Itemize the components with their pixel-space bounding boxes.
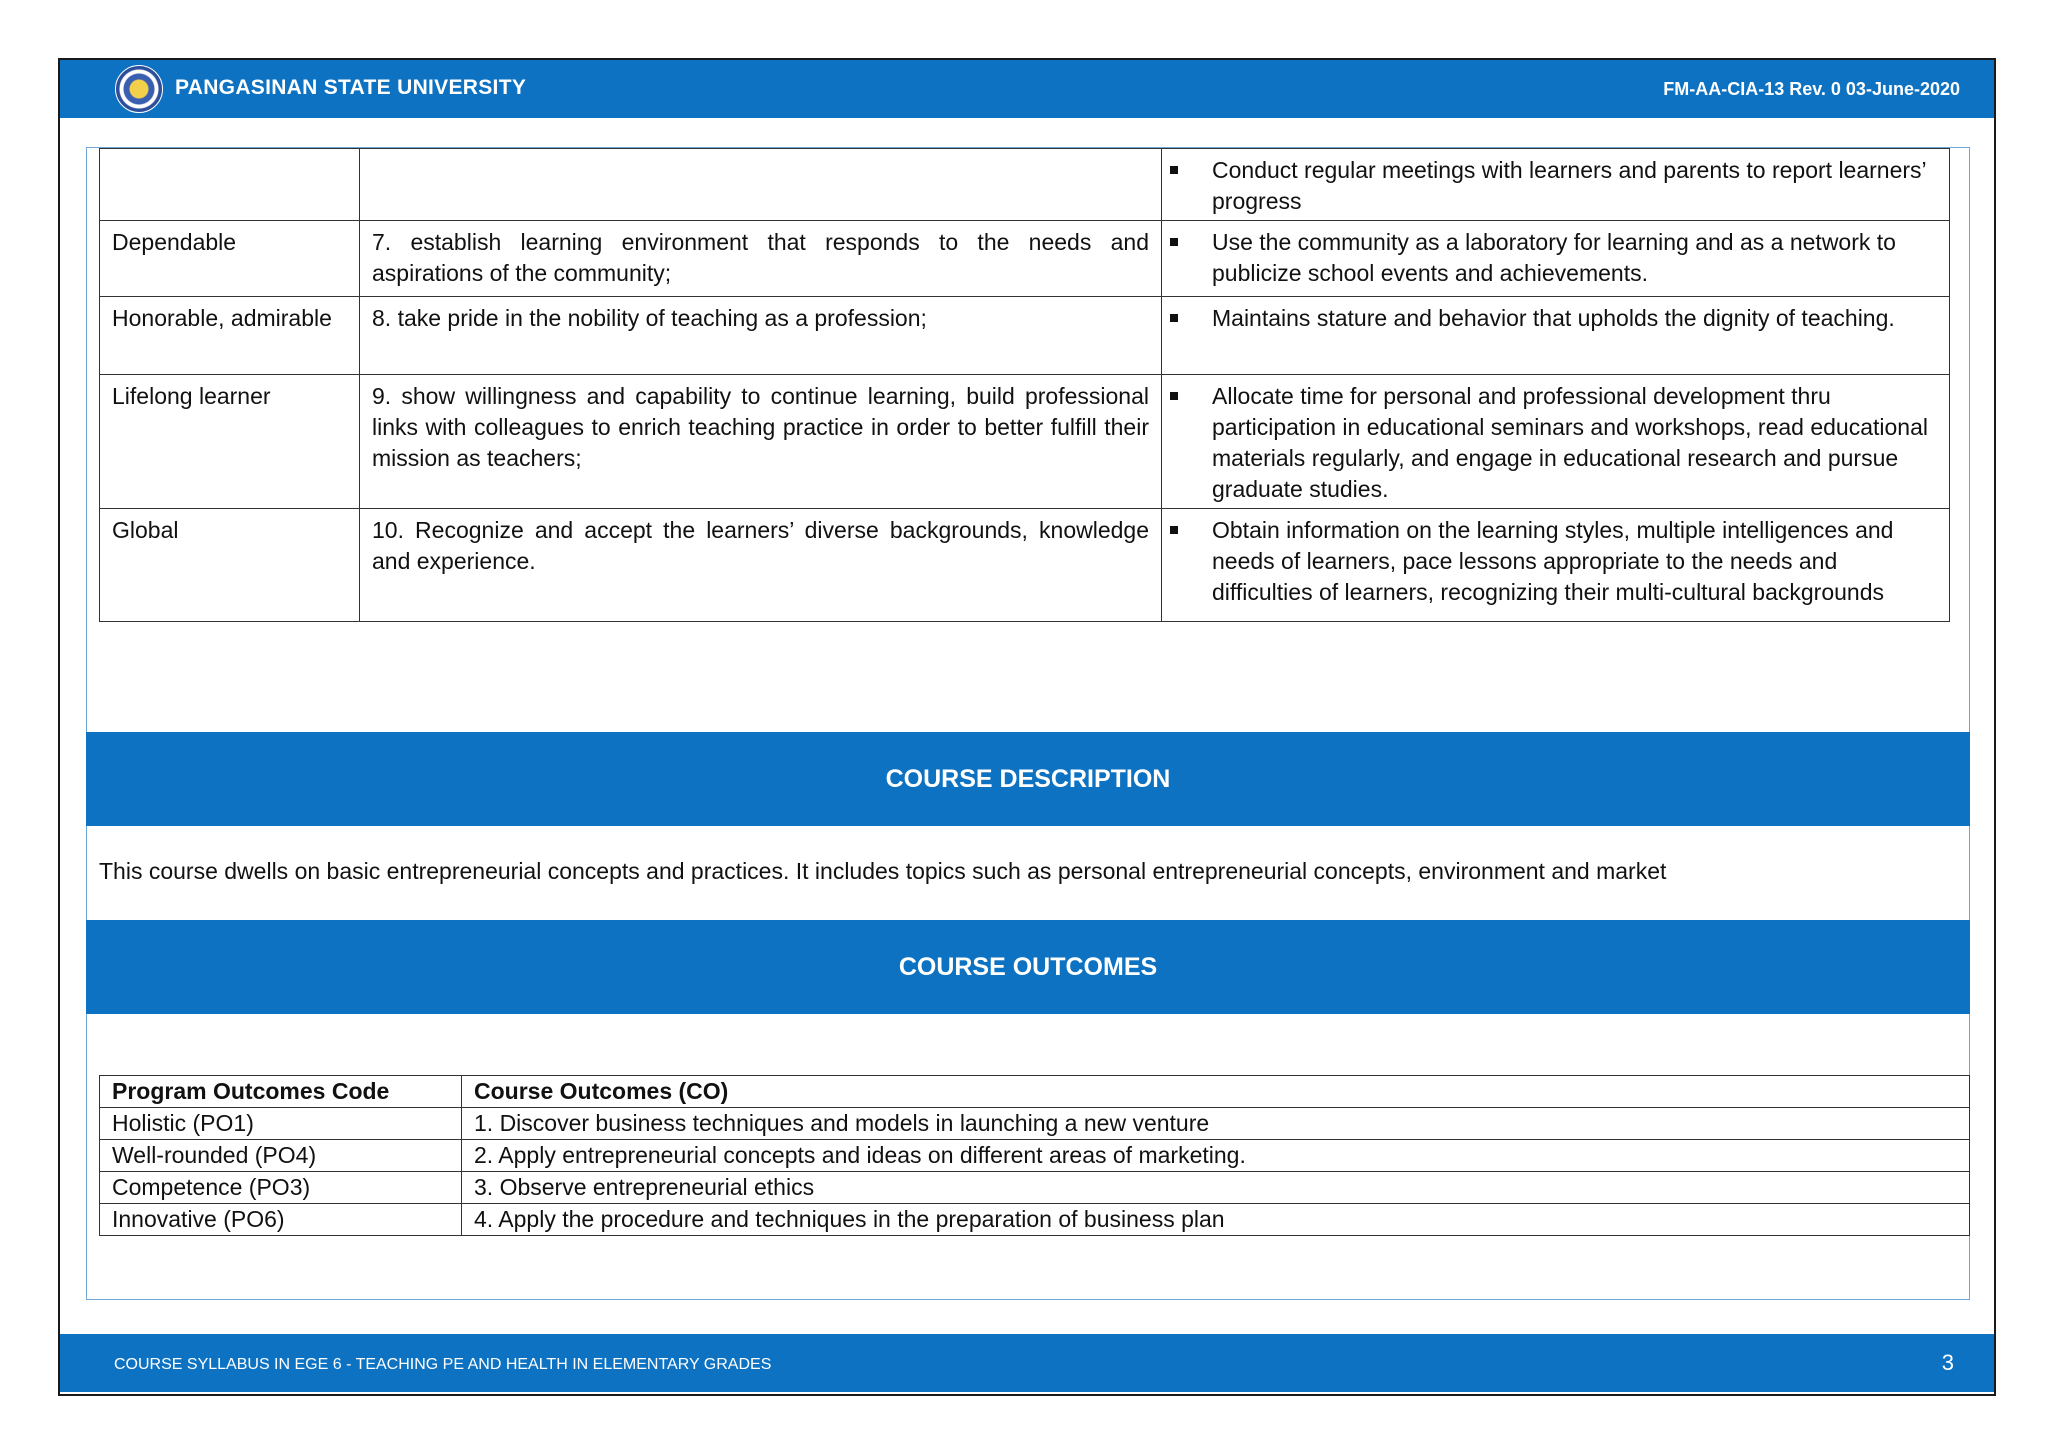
course-outcomes-table [99, 1075, 1970, 1236]
bullet-icon [1170, 314, 1178, 322]
table-row [100, 1108, 1970, 1140]
course-outcomes-heading: COURSE OUTCOMES [86, 920, 1970, 1014]
course-outcome: 1. Discover business techniques and models in launching a new venture [462, 1108, 1970, 1140]
value-cell: Honorable, admirable [100, 297, 360, 375]
bullet-icon [1170, 166, 1178, 174]
practice-text: Use the community as a laboratory for learning and as a network to publicize school events and achievements. [1212, 229, 1896, 286]
footer-bar [60, 1334, 1994, 1392]
university-name: PANGASINAN STATE UNIVERSITY [175, 76, 527, 99]
practice-cell [1162, 221, 1950, 297]
program-outcome-code: Well-rounded (PO4) [100, 1140, 462, 1172]
course-outcome: 2. Apply entrepreneurial concepts and ideas on different areas of marketing. [462, 1140, 1970, 1172]
program-outcome-code: Holistic (PO1) [100, 1108, 462, 1140]
university-seal-icon [115, 65, 163, 113]
table-row [100, 375, 1950, 509]
table-row [100, 1172, 1970, 1204]
outcome-cell: 8. take pride in the nobility of teaching as a profession; [360, 297, 1162, 375]
course-description-heading: COURSE DESCRIPTION [86, 732, 1970, 826]
bullet-icon [1170, 392, 1178, 400]
course-outcome: 4. Apply the procedure and techniques in the preparation of business plan [462, 1204, 1970, 1236]
column-header: Program Outcomes Code [100, 1076, 462, 1108]
form-code: FM-AA-CIA-13 Rev. 0 03-June-2020 [1663, 79, 1960, 99]
table-row [100, 1204, 1970, 1236]
table-row [100, 221, 1950, 297]
course-description-text: This course dwells on basic entrepreneurial concepts and practices. It includes topics such as personal entrepreneurial concepts, environment and market [99, 858, 1667, 884]
table-row [100, 1140, 1970, 1172]
outcome-cell: 9. show willingness and capability to continue learning, build professional links with colleagues to enrich teaching practice in order to better fulfill their mission as teachers; [360, 375, 1162, 509]
program-outcome-code: Innovative (PO6) [100, 1204, 462, 1236]
practice-cell [1162, 509, 1950, 622]
practice-cell [1162, 297, 1950, 375]
outcome-cell: 7. establish learning environment that responds to the needs and aspirations of the community; [360, 221, 1162, 297]
values-table [99, 148, 1950, 622]
value-cell: Dependable [100, 221, 360, 297]
program-outcome-code: Competence (PO3) [100, 1172, 462, 1204]
value-cell: Global [100, 509, 360, 622]
practice-text: Conduct regular meetings with learners and parents to report learners’ progress [1212, 157, 1926, 214]
outcome-cell [360, 149, 1162, 221]
bullet-icon [1170, 238, 1178, 246]
page-number: 3 [1941, 1350, 1954, 1375]
column-header: Course Outcomes (CO) [462, 1076, 1970, 1108]
course-outcome: 3. Observe entrepreneurial ethics [462, 1172, 1970, 1204]
footer-course-title: COURSE SYLLABUS IN EGE 6 - TEACHING PE AND HEALTH IN ELEMENTARY GRADES [114, 1356, 772, 1373]
outcome-cell: 10. Recognize and accept the learners’ diverse backgrounds, knowledge and experience. [360, 509, 1162, 622]
practice-text: Allocate time for personal and professional development thru participation in educational seminars and workshops, read educational materials regularly, and engage in educational research and pursue graduate studies. [1212, 383, 1928, 502]
value-cell [100, 149, 360, 221]
table-row [100, 509, 1950, 622]
practice-cell [1162, 375, 1950, 509]
practice-text: Obtain information on the learning styles, multiple intelligences and needs of learners, pace lessons appropriate to the needs and difficulties of learners, recognizing their multi-cultural backgrounds [1212, 517, 1894, 605]
table-row [100, 149, 1950, 221]
practice-text: Maintains stature and behavior that upholds the dignity of teaching. [1212, 305, 1895, 331]
bullet-icon [1170, 526, 1178, 534]
table-header-row [100, 1076, 1970, 1108]
value-cell: Lifelong learner [100, 375, 360, 509]
table-row [100, 297, 1950, 375]
practice-cell [1162, 149, 1950, 221]
header-bar [60, 60, 1994, 118]
